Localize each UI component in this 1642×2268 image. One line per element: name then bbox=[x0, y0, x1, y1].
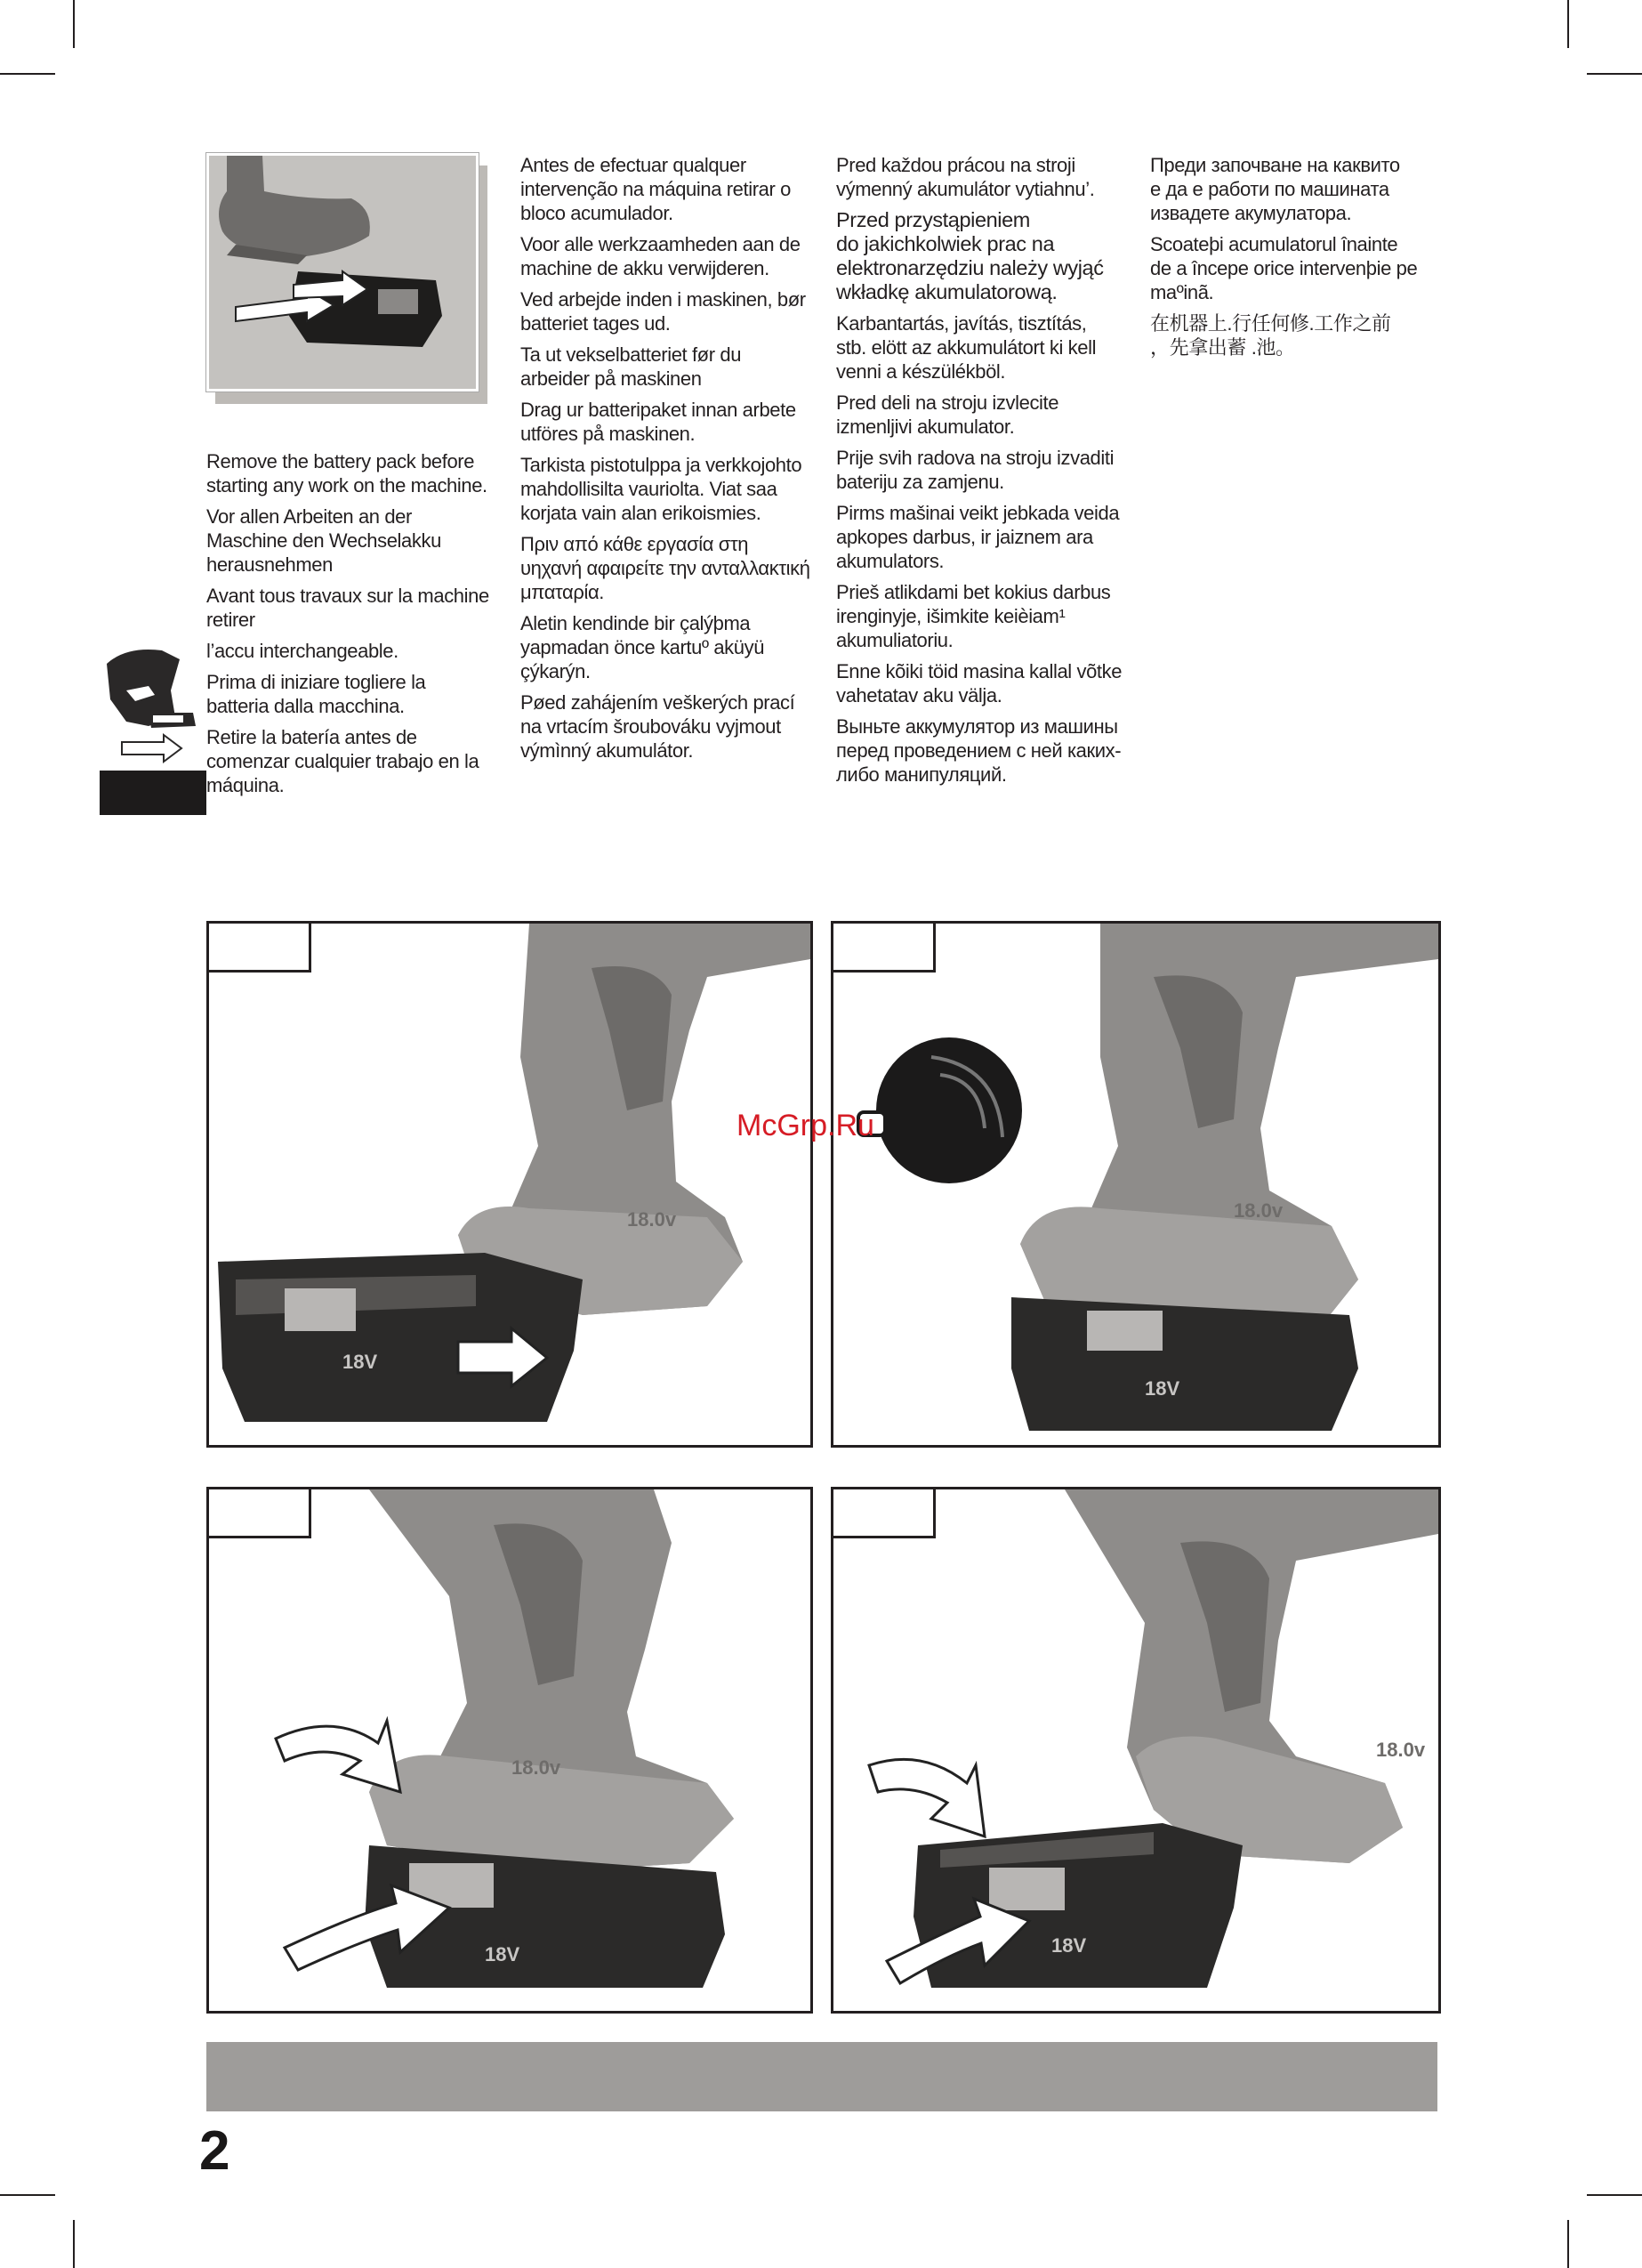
instruction-cs: Pøed zahájením veškerých prací na vrtacím šroubováku vyjmout výmìnný akumulátor. bbox=[520, 691, 795, 762]
crop-mark bbox=[73, 0, 75, 48]
crop-mark bbox=[1567, 0, 1569, 48]
instruction-ro: Scoateþi acumulatorul înainte de a începe orice intervenþie pe maºinã. bbox=[1150, 233, 1418, 303]
hand-battery-drawing bbox=[209, 156, 476, 389]
crop-mark bbox=[1567, 2220, 1569, 2268]
text-column-3 bbox=[836, 153, 1139, 794]
instruction-nl: Voor alle werkzaamheden aan de machine de akku verwijderen. bbox=[520, 233, 801, 279]
figure-number-box bbox=[209, 1489, 311, 1538]
battery-voltage-label: 18V bbox=[342, 1351, 378, 1373]
instruction-no: Ta ut vekselbatteriet før du arbeider på maskinen bbox=[520, 343, 742, 390]
drill-lock-drawing bbox=[833, 924, 1438, 1445]
page-number: 2 bbox=[199, 2120, 229, 2182]
figure-number-box bbox=[833, 1489, 936, 1538]
instruction-sl: Pred deli na stroju izvlecite izmenljivi akumulator. bbox=[836, 391, 1059, 438]
watermark: McGrp.Ru bbox=[736, 1109, 874, 1142]
instruction-sv: Drag ur batteripaket innan arbete utföres på maskinen. bbox=[520, 399, 796, 445]
crop-mark bbox=[1587, 2194, 1642, 2196]
drill-battery-insert-drawing bbox=[209, 1489, 810, 2011]
instruction-bg: Преди започване на каквито е да е работи по машината извадете акумулатора. bbox=[1150, 154, 1400, 224]
instruction-hu: Karbantartás, javítás, tisztítás, stb. elött az akkumulátort ki kell venni a készülékböl. bbox=[836, 312, 1097, 383]
text-column-1 bbox=[206, 449, 500, 804]
drill-thumbnail-icon bbox=[100, 637, 206, 815]
text-column-2 bbox=[520, 153, 814, 770]
footer-bar bbox=[206, 2042, 1437, 2111]
crop-mark bbox=[0, 2194, 55, 2196]
tool-voltage-label: 18.0v bbox=[627, 1208, 677, 1231]
figure-panel-4 bbox=[831, 1487, 1441, 2014]
instruction-fr-2: l’accu interchangeable. bbox=[206, 640, 398, 662]
instruction-it: Prima di iniziare togliere la batteria dalla macchina. bbox=[206, 671, 426, 717]
instruction-es: Retire la batería antes de comenzar cualquier trabajo en la máquina. bbox=[206, 726, 479, 796]
instruction-pl: Przed przystąpieniem do jakichkolwiek prac na elektronarzędziu należy wyjąć wkładkę akumulatorową. bbox=[836, 208, 1104, 303]
instruction-et: Enne kõiki töid masina kallal võtke vahetatav aku välja. bbox=[836, 660, 1123, 706]
instruction-fi: Tarkista pistotulppa ja verkkojohto mahdollisilta vauriolta. Viat saa korjata vain alan erikoismies. bbox=[520, 454, 802, 524]
instruction-ru: Выньте аккумулятор из машины перед проведением с ней каких- либо манипуляций. bbox=[836, 715, 1122, 786]
crop-mark bbox=[0, 73, 55, 75]
instruction-en: Remove the battery pack before starting any work on the machine. bbox=[206, 450, 487, 496]
drill-battery-slide-drawing bbox=[209, 924, 810, 1445]
figure-panel-3 bbox=[206, 1487, 813, 2014]
instruction-tr: Aletin kendinde bir çalýþma yapmadan önce kartuº aküyü çýkarýn. bbox=[520, 612, 765, 682]
instruction-el: Πριν από κάθε εργασία στη υηχανή αφαιρείτε την ανταλλακτική μπαταρία. bbox=[520, 533, 810, 603]
tool-voltage-label: 18.0v bbox=[1234, 1199, 1284, 1222]
instruction-pt: Antes de efectuar qualquer intervenção na máquina retirar o bloco acumulador. bbox=[520, 154, 791, 224]
tool-voltage-label: 18.0v bbox=[1376, 1739, 1426, 1761]
crop-mark bbox=[73, 2220, 75, 2268]
figure-panel-2 bbox=[831, 921, 1441, 1448]
text-column-4 bbox=[1150, 153, 1444, 367]
instruction-hr: Prije svih radova na stroju izvaditi bateriju za zamjenu. bbox=[836, 447, 1115, 493]
battery-voltage-label: 18V bbox=[1145, 1377, 1180, 1400]
tool-voltage-label: 18.0v bbox=[511, 1756, 561, 1779]
instruction-zh: 在机器上.行任何修.工作之前 ，先拿出蓄 .池。 bbox=[1150, 312, 1391, 359]
figure-number-box bbox=[209, 924, 311, 973]
battery-voltage-label: 18V bbox=[485, 1943, 520, 1965]
battery-voltage-label: 18V bbox=[1051, 1934, 1087, 1957]
battery-removal-illustration bbox=[206, 153, 479, 391]
instruction-lv: Pirms mašinai veikt jebkada veida apkopes darbus, ir jaiznem ara akumulators. bbox=[836, 502, 1120, 572]
instruction-fr: Avant tous travaux sur la machine retirer bbox=[206, 585, 489, 631]
instruction-lt: Prieš atlikdami bet kokius darbus irenginyje, išimkite keièiam¹ akumuliatoriu. bbox=[836, 581, 1111, 651]
figure-panel-1 bbox=[206, 921, 813, 1448]
instruction-sk: Pred každou prácou na stroji výmenný akumulátor vytiahnu’. bbox=[836, 154, 1095, 200]
instruction-de: Vor allen Arbeiten an der Maschine den Wechselakku herausnehmen bbox=[206, 505, 441, 576]
section-thumb-tab bbox=[100, 637, 206, 815]
figure-number-box bbox=[833, 924, 936, 973]
instruction-da: Ved arbejde inden i maskinen, bør batteriet tages ud. bbox=[520, 288, 806, 335]
crop-mark bbox=[1587, 73, 1642, 75]
drill-battery-insert-alt-drawing bbox=[833, 1489, 1438, 2011]
